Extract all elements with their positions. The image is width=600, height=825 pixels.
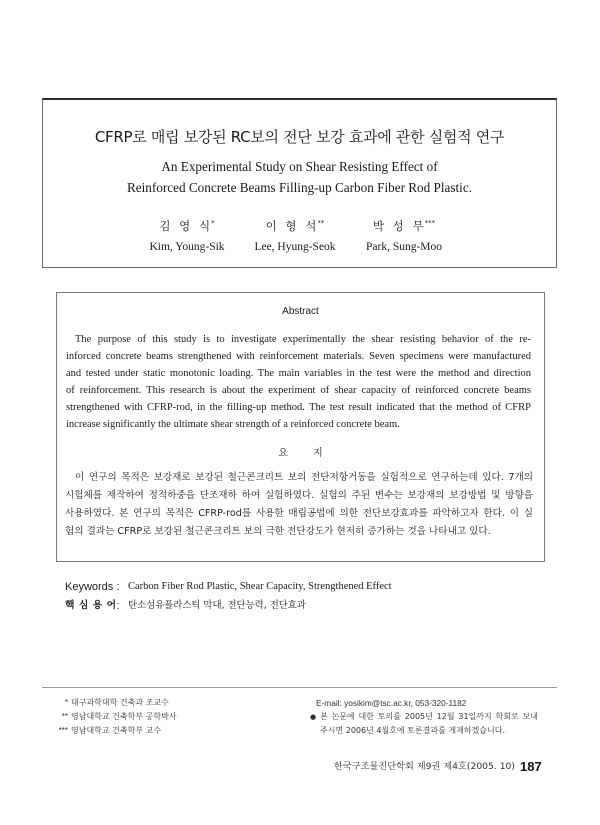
journal-citation: 한국구조물진단학회 제9권 제4호(2005. 10) bbox=[334, 761, 515, 772]
keywords-label: Keywords bbox=[65, 581, 114, 593]
affiliation-footnote bbox=[54, 696, 284, 710]
abstract-line: of reinforcement. This research is about the experiment of shear capacity of reinforced concrete beams bbox=[66, 385, 531, 396]
abstract-line: increase significantly the ultimate shear strength of a reinforced concrete beam. bbox=[66, 419, 400, 430]
summary-heading: 요 지 bbox=[278, 448, 323, 459]
footnote-text: 영남대학교 건축학부 교수 bbox=[71, 726, 162, 735]
summary-line: 사용하였다. 본 연구의 목적은 CFRP-rod를 사용한 매립공법에 의한 전단보강효과를 파악하고자 한다. 이 실 bbox=[65, 508, 533, 519]
author-name-korean bbox=[349, 218, 459, 234]
abstract-line: The purpose of this study is to investigate experimentally the shear resisting behavior of the re- bbox=[75, 334, 531, 345]
abstract-line: and tested under static monotonic loading. The main variables in the test were the method and direction bbox=[66, 368, 531, 379]
abstract-heading: Abstract bbox=[282, 306, 319, 317]
title-english bbox=[43, 156, 556, 198]
author-3 bbox=[349, 218, 459, 256]
footnote-mark: * bbox=[64, 698, 68, 707]
title-box bbox=[42, 98, 557, 268]
summary-line: 이 연구의 목적은 보강재로 보강된 철근콘크리트 보의 전단저항거동을 실험적으로 연구하는데 있다. 7개의 bbox=[75, 472, 533, 483]
affiliation-footnote bbox=[54, 724, 284, 738]
abstract-line: strengthened with CFRP-rod, in the filling-up method. The test result indicated that the method of CFRP bbox=[66, 402, 531, 413]
contact-footnotes bbox=[310, 696, 540, 738]
keywords-korean-label: 핵 심 용 어 bbox=[65, 600, 117, 611]
summary-line: 시험체를 제작하여 정적하중을 단조재하 하여 실험하였다. 실험의 주된 변수는 보강재의 보강방법 및 방향을 bbox=[65, 490, 533, 501]
abstract-paragraph bbox=[66, 331, 531, 433]
abstract-box bbox=[56, 292, 545, 562]
author-footnote-mark: * bbox=[211, 219, 215, 227]
keywords-value: Carbon Fiber Rod Plastic, Shear Capacity, Strengthened Effect bbox=[128, 581, 392, 592]
author-name-korean-text: 김 영 식 bbox=[159, 219, 211, 233]
summary-line: 험의 결과는 CFRP로 보강된 철근콘크리트 보의 극한 전단강도가 현저히 증가하는 것을 나타내고 있다. bbox=[65, 526, 491, 537]
author-name-english: Kim, Young-Sik bbox=[149, 241, 225, 253]
author-footnote-mark: *** bbox=[424, 219, 436, 227]
author-name-korean bbox=[240, 218, 350, 234]
contact-email: E-mail: yosikim@tsc.ac.kr, 053-320-1182 bbox=[316, 698, 467, 708]
keywords-korean-value: 탄소섬유플라스틱 막대, 전단능력, 전단효과 bbox=[128, 600, 306, 611]
author-1 bbox=[132, 218, 242, 256]
title-english-line-1: An Experimental Study on Shear Resisting Effect of bbox=[161, 159, 438, 174]
discussion-notice-line: 본 논문에 대한 토의를 2005년 12월 31일까지 학회로 보내 bbox=[320, 712, 538, 721]
footnote-mark: *** bbox=[58, 726, 68, 735]
keywords-korean bbox=[65, 598, 306, 614]
author-footnote-mark: ** bbox=[317, 219, 325, 227]
title-english-line-2: Reinforced Concrete Beams Filling-up Carbon Fiber Rod Plastic. bbox=[126, 180, 472, 195]
footnote-text: 영남대학교 건축학부 공학박사 bbox=[71, 712, 177, 721]
footnote-text: 대구과학대학 건축과 조교수 bbox=[71, 698, 169, 707]
discussion-notice-line: 주시면 2006년 4월호에 토론결과를 게재하겠습니다. bbox=[320, 726, 505, 735]
discussion-notice bbox=[310, 710, 540, 724]
keywords-english bbox=[65, 579, 392, 595]
keywords-separator: : bbox=[116, 581, 120, 593]
author-name-korean-text: 박 성 무 bbox=[372, 219, 424, 233]
summary-paragraph bbox=[65, 469, 533, 541]
author-name-korean-text: 이 형 석 bbox=[265, 219, 317, 233]
page-number: 187 bbox=[520, 759, 542, 774]
footnote-mark: ** bbox=[61, 712, 68, 721]
keywords-separator: : bbox=[116, 600, 120, 612]
author-2 bbox=[240, 218, 350, 256]
title-korean: CFRP로 매립 보강된 RC보의 전단 보강 효과에 관한 실험적 연구 bbox=[94, 128, 505, 146]
bullet-icon: ● bbox=[310, 713, 317, 721]
author-name-english: Park, Sung-Moo bbox=[365, 241, 443, 253]
author-name-korean bbox=[132, 218, 242, 234]
affiliation-footnote bbox=[54, 710, 284, 724]
footnote-rule bbox=[42, 687, 557, 688]
author-name-english: Lee, Hyung-Seok bbox=[254, 241, 336, 253]
affiliation-footnotes bbox=[54, 696, 284, 738]
abstract-line: inforced concrete beams strengthened with reinforcement materials. Seven specimens were manufactured bbox=[66, 351, 531, 362]
